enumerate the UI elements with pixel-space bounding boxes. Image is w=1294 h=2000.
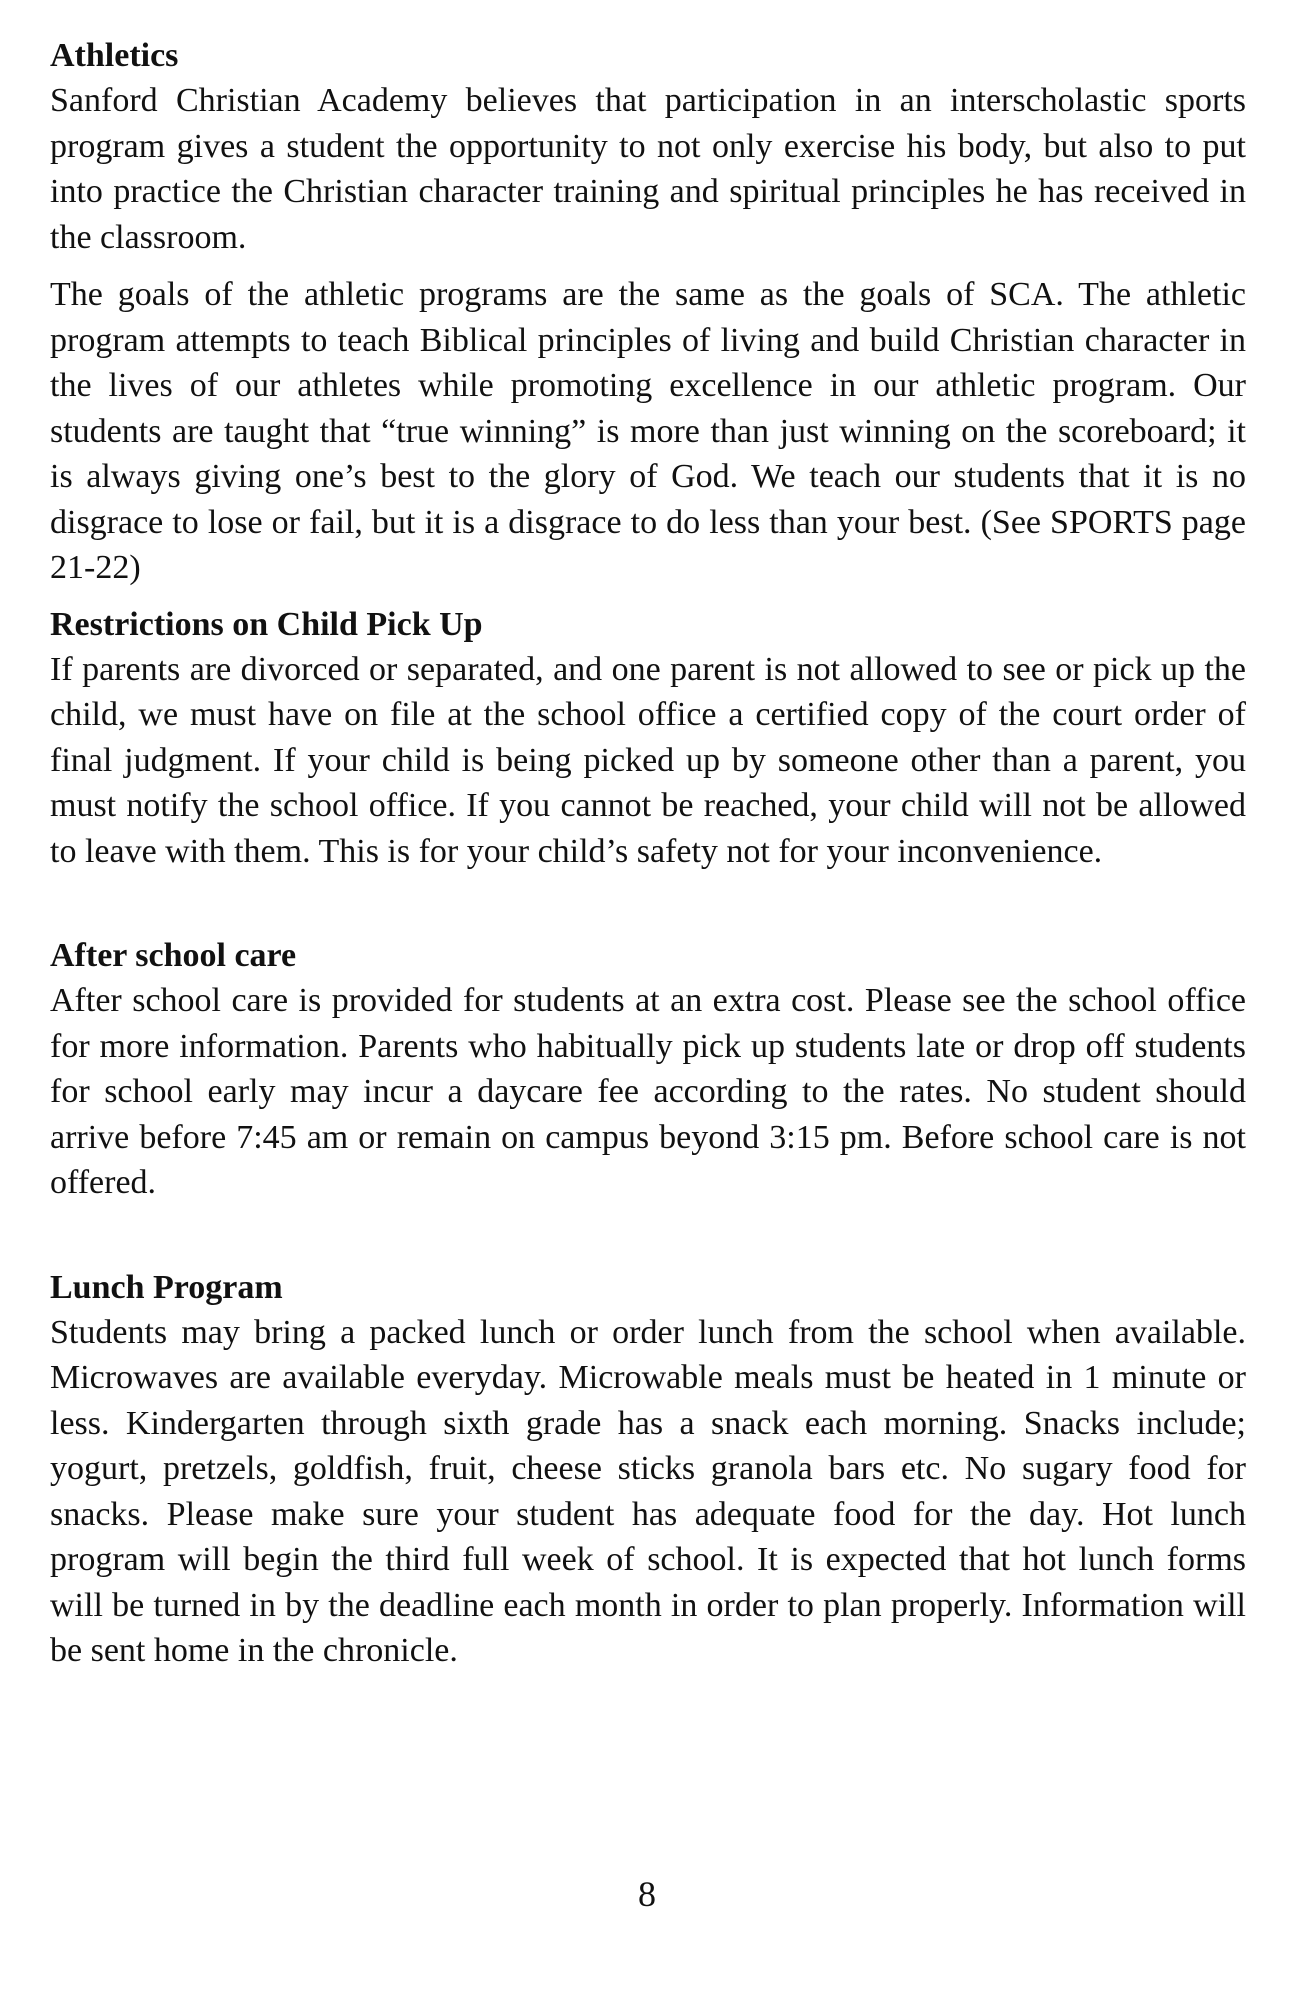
section-heading-child-pick-up: Restrictions on Child Pick Up <box>50 605 483 643</box>
section-heading-lunch-program: Lunch Program <box>50 1268 283 1306</box>
after-school-care-paragraph: After school care is provided for students at an extra cost. Please see the school office for more information. Parents who habitually pick up students late or drop off students for school early may incur a daycare fee according to the rates. No student should arrive before 7:45 am or remain on campus beyond 3:15 pm. Before school care is not offered. <box>50 982 1246 1201</box>
section-lunch-program <box>50 1266 1246 1674</box>
section-heading-after-school-care: After school care <box>50 937 297 974</box>
section-after-school-care <box>50 934 1246 1206</box>
athletics-paragraph-2: The goals of the athletic programs are the same as the goals of SCA. The athletic program attempts to teach Biblical principles of living and build Christian character in the lives of our athletes while promoting excellence in our athletic program. Our students are taught that “true winning” is more than just winning on the scoreboard; it is always giving one’s best to the glory of God. We teach our students that it is no disgrace to lose or fail, but it is a disgrace to do less than your best. (See SPORTS page 21-22) <box>50 276 1246 586</box>
athletics-paragraph-1: Sanford Christian Academy believes that participation in an interscholastic sports program gives a student the opportunity to not only exercise his body, but also to put into practice the Christian character training and spiritual principles he has received in the classroom. <box>50 82 1246 256</box>
child-pick-up-paragraph: If parents are divorced or separated, and one parent is not allowed to see or pick up the child, we must have on file at the school office a certified copy of the court order of final judgment. If your child is being picked up by someone other than a parent, you must notify the school office. If you cannot be reached, your child will not be allowed to leave with them. This is for your child’s safety not for your inconvenience. <box>50 650 1246 870</box>
section-heading-athletics: Athletics <box>50 37 179 74</box>
document-page <box>50 34 1246 1674</box>
section-athletics <box>50 34 1246 591</box>
lunch-program-paragraph: Students may bring a packed lunch or order lunch from the school when available. Microwaves are available everyday. Microwable meals must be heated in 1 minute or less. Kindergarten through sixth grade has a snack each morning. Snacks include; yogurt, pretzels, goldfish, fruit, cheese sticks granola bars etc. No sugary food for snacks. Please make sure your student has adequate food for the day. Hot lunch program will begin the third full week of school. It is expected that hot lunch forms will be turned in by the deadline each month in order to plan properly. Information will be sent home in the chronicle. <box>50 1313 1246 1669</box>
section-child-pick-up <box>50 603 1246 875</box>
page-number: 8 <box>638 1874 656 1914</box>
